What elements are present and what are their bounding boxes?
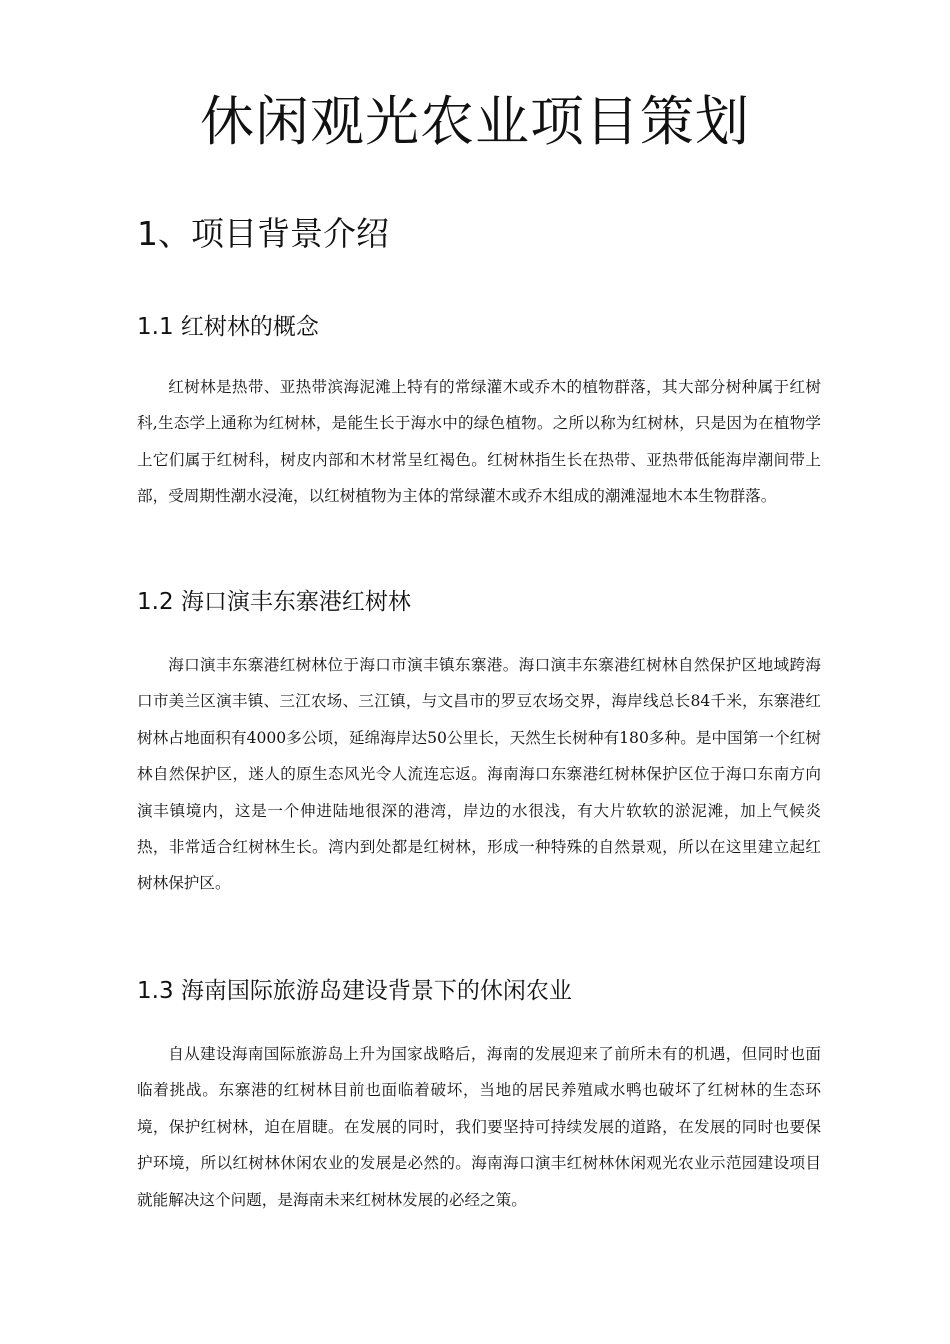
section-heading-1-3: 1.3 海南国际旅游岛建设背景下的休闲农业 — [137, 978, 572, 1004]
document-title: 休闲观光农业项目策划 — [200, 90, 750, 153]
section-heading-1: 1、项目背景介绍 — [137, 214, 389, 253]
section-heading-1-1: 1.1 红树林的概念 — [137, 314, 319, 340]
paragraph-1-2: 海口演丰东寨港红树林位于海口市演丰镇东寨港。海口演丰东寨港红树林自然保护区地域跨海口市美兰区演丰镇、三江农场、三江镇，与文昌市的罗豆农场交界，海岸线总长84千米，东寨港红树林占地面积有4000多公顷，延绵海岸达50公里长，天然生长树种有180多种。是中国第一个红树林自然保护区，迷人的原生态风光令人流连忘返。海南海口东寨港红树林保护区位于海口东南方向演丰镇境内，这是一个伸进陆地很深的港湾，岸边的水很浅，有大片软软的淤泥滩，加上气候炎热，非常适合红树林生长。湾内到处都是红树林，形成一种特殊的自然景观，所以在这里建立起红树林保护区。 — [137, 656, 821, 893]
paragraph-1-1: 红树林是热带、亚热带滨海泥滩上特有的常绿灌木或乔木的植物群落，其大部分树种属于红树科,生态学上通称为红树林，是能生长于海水中的绿色植物。之所以称为红树林，只是因为在植物学上它们属于红树科，树皮内部和木材常呈红褐色。红树林指生长在热带、亚热带低能海岸潮间带上部，受周期性潮水浸淹，以红树植物为主体的常绿灌木或乔木组成的潮滩湿地木本生物群落。 — [137, 378, 821, 506]
section-heading-1-2: 1.2 海口演丰东寨港红树林 — [137, 589, 411, 615]
paragraph-1-3: 自从建设海南国际旅游岛上升为国家战略后，海南的发展迎来了前所未有的机遇，但同时也面临着挑战。东寨港的红树林目前也面临着破坏，当地的居民养殖咸水鸭也破坏了红树林的生态环境，保护红树林，迫在眉睫。在发展的同时，我们要坚持可持续发展的道路，在发展的同时也要保护环境，所以红树林休闲农业的发展是必然的。海南海口演丰红树林休闲观光农业示范园建设项目就能解决这个问题，是海南未来红树林发展的必经之策。 — [137, 1045, 821, 1209]
